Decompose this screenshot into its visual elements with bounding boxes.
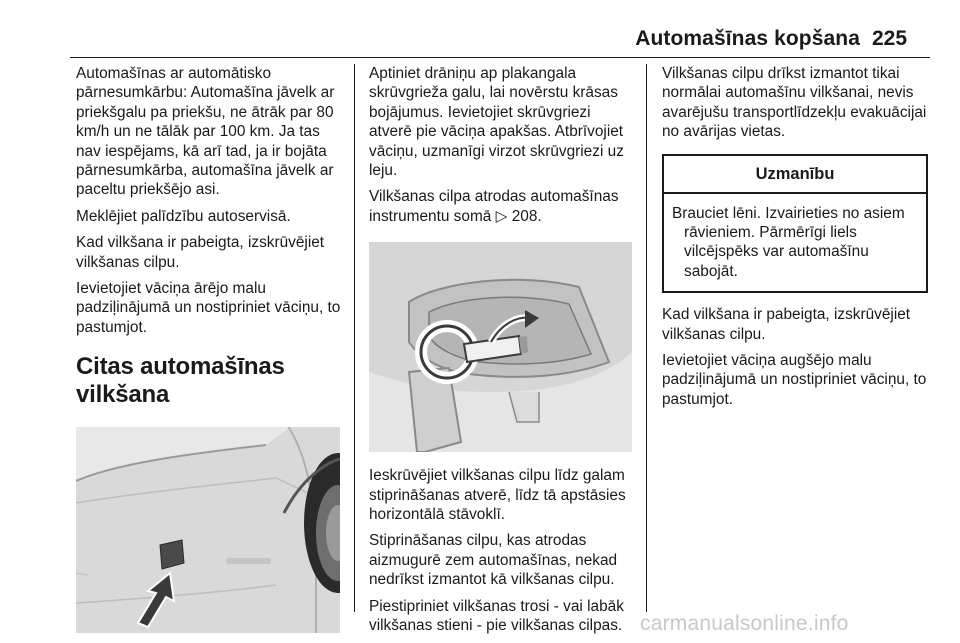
- header-title: Automašīnas kopšana: [635, 27, 860, 50]
- section-heading: Citas automašīnas vilkšana: [76, 353, 285, 409]
- paragraph: Kad vilkšana ir pabeigta, izskrūvējiet vilkšanas cilpu.: [662, 306, 911, 343]
- caution-box: [662, 154, 928, 294]
- column-middle: [369, 64, 637, 643]
- tow-eye-screw-in-image: [369, 242, 632, 452]
- caution-title: Uzmanību: [664, 156, 926, 194]
- paragraph: Ievietojiet vāciņa ārējo malu padziļinājumā un nostipriniet vāciņu, to pastumjot.: [76, 280, 341, 336]
- paragraph: [369, 187, 637, 226]
- page-reference: 208.: [507, 207, 542, 225]
- paragraph: Aptiniet drāniņu ap plakangala skrūvgrieža galu, lai novērstu krāsas bojājumus. Ievietojiet skrūvgriezi atverē pie vāciņa apakšas. Atbrīvojiet vāciņu, uzmanīgi virzot skrūvgriezi uz leju.: [369, 65, 624, 180]
- header-rule: [70, 57, 930, 58]
- caution-text-first-line: Brauciet lēni. Izvairieties no asiem: [672, 204, 905, 222]
- paragraph: Ieskrūvējiet vilkšanas cilpu līdz galam stiprināšanas atverē, līdz tā apstāsies horizontālā stāvoklī.: [369, 467, 626, 524]
- column-right: [662, 64, 928, 416]
- paragraph-text: Vilkšanas cilpa atrodas automašīnas instrumentu somā: [369, 188, 619, 225]
- page-number: 225: [872, 27, 908, 50]
- watermark: carmanualsonline.info: [640, 612, 849, 635]
- paragraph: Ievietojiet vāciņa augšējo malu padziļinājumā un nostipriniet vāciņu, to pastumjot.: [662, 352, 927, 408]
- caution-body: [664, 194, 926, 292]
- paragraph: Automašīnas ar automātisko pārnesumkārbu: Automašīna jāvelk ar priekšgalu pa priekšu, ne ātrāk par 80 km/h un ne tālāk par 100 km. Ja tas nav iespējams, kā arī tad, ja ir bojāta pārnesumkārba, automašīna jāvelk ar paceltu priekšējo asi.: [76, 65, 335, 199]
- bumper-tow-eye-cover-image: [76, 423, 340, 633]
- car-rear-bumper-illustration: [76, 423, 340, 633]
- column-divider-left: [354, 64, 355, 612]
- reference-arrow-icon: ▷: [495, 207, 508, 225]
- paragraph: Vilkšanas cilpu drīkst izmantot tikai normālai automašīnu vilkšanai, nevis avarējušu transportlīdzekļu evakuācijai no avārijas vietas.: [662, 65, 927, 141]
- paragraph: Piestipriniet vilkšanas trosi - vai labāk vilkšanas stieni - pie vilkšanas cilpas.: [369, 597, 624, 635]
- paragraph: Meklējiet palīdzību autoservisā.: [76, 207, 291, 225]
- paragraph: Kad vilkšana ir pabeigta, izskrūvējiet vilkšanas cilpu.: [76, 234, 325, 271]
- paragraph: Stiprināšanas cilpu, kas atrodas aizmugurē zem automašīnas, nekad nedrīkst izmantot kā vilkšanas cilpu.: [369, 532, 618, 589]
- column-left: [76, 64, 348, 633]
- caution-text-rest: rāvieniem. Pārmērīgi liels vilcējspēks var automašīnu sabojāt.: [684, 224, 869, 280]
- tow-eye-installation-illustration: [369, 242, 632, 452]
- column-divider-right: [646, 64, 647, 612]
